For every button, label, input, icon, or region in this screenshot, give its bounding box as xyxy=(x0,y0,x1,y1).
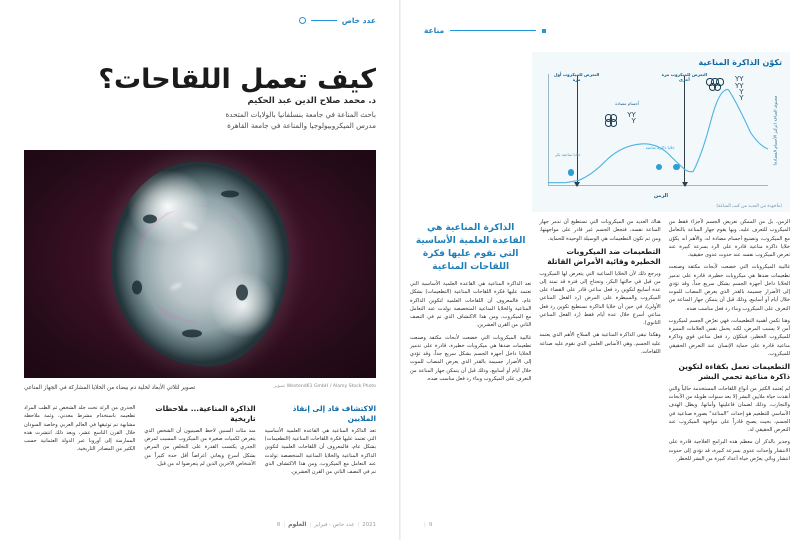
section-heading-discovery: الاكتشاف قاد إلى إنقاذ الملايين xyxy=(292,404,376,423)
footer-divider-2: | xyxy=(309,521,312,528)
page-number-left: 9 xyxy=(428,522,433,528)
article-affiliation xyxy=(26,110,376,132)
white-blood-cell-body xyxy=(111,162,289,367)
left-column-c xyxy=(410,40,531,508)
page-number-right: 8 xyxy=(276,521,281,528)
section-heading-dangerous-microbes: التطعيمات ضد الميكروبات الخطيرة وقائية الأمراض القاتلة xyxy=(547,246,661,266)
section-heading-historical-notes: الذاكرة المناعية... ملاحظات تاريخية xyxy=(155,404,256,423)
chart-source-note: (مأخوذة من العديد من كتب المناعة) xyxy=(716,204,782,209)
right-column-1 xyxy=(265,404,376,508)
photo-caption: تصوير لثلاثي الأبعاد لخلية دم بيضاء من الخلايا المشاركة في الجهاز المناعي xyxy=(24,385,196,391)
footer-divider-1: | xyxy=(357,521,360,528)
chart-title: تكوّن الذاكرة المناعية xyxy=(698,58,782,67)
footer-left xyxy=(424,522,432,528)
chart-event-label-2: التعرض للميكروب مرة أخرى xyxy=(661,72,708,83)
running-head-left-label: مناعة xyxy=(424,26,445,35)
footer-right xyxy=(277,521,376,528)
left-page-columns xyxy=(410,40,790,508)
running-head-left-rule xyxy=(450,30,536,31)
paragraph: ويرجع ذلك لأن الخلايا المناعية التي يتعرض لها الميكروب من قبل في حالتها البكر، وتحتاج إلى فترة قد تمتد إلى عدة أسابيع لتكوين رد فعل مناعي قادر على القضاء على الميكروب والسيطرة على المرض (رد الفعل المناعي الأولي)، في حين أن خلايا الذاكرة تستطيع تكوين رد فعل مناعي أسرع خلال عدة أيام فقط (رد الفعل المناعي الثانوي). xyxy=(539,270,661,327)
footer-magazine-name: العلوم xyxy=(288,521,307,528)
page-title: كيف تعمل اللقاحات؟ xyxy=(98,64,376,96)
right-column-3 xyxy=(24,404,135,508)
lead-photo-white-blood-cell xyxy=(24,150,376,378)
paragraph: منذ مئات السنين لاحظ الصينيون أن الشخص الذي يتعرض لكميات صغيرة من الميكروب المسبب لمرض الجدري يكتسب القدرة على التخلص من المرض بشكل أسرع ويعاني أعراضاً أقل حدة كثيراً من الأشخاص الآخرين الذين لم يتعرضوا له من قبل. xyxy=(144,427,256,467)
left-column-a xyxy=(669,40,790,508)
article-author: د. محمد صلاح الدين عبد الحكيم xyxy=(247,96,376,106)
running-head-right-marker xyxy=(299,17,306,24)
section-heading-vaccines-memory: التطعيمات تعمل بكفاءة لتكوين ذاكرة مناعية تحمي البشر xyxy=(678,362,790,381)
chart-antibody-glyph-2: YY YY Y Y xyxy=(735,75,744,103)
affiliation-line-2: مدرس الميكروبيولوجيا والمناعة في جامعة القاهرة xyxy=(227,120,376,130)
paragraph: وهنا تكمن أهمية التطعيمات، فهي تعرّض الجسم لميكروب آمن لا يسبب المرض، لكنه يحمل نفس العلامات المميزة للميكروب الخطير، فيتكوّن رد فعل مناعي قوي وذاكرة مناعية قادرة على حماية الإنسان عند التعرض الحقيقي للميكروب. xyxy=(668,317,790,357)
paragraph: تعد الذاكرة المناعية هي القاعدة العلمية الأساسية التي تعتمد عليها فكرة اللقاحات المناعية (التطعيمات) بشكل عام، فالمعروف أن اللقاحات العلمية لتكوين الذاكرة المناعية والخلايا المناعية المتخصصة تولدت عند التعامل مع الميكروب، ومن هذا الاكتشاف الذي تم في النصف الثاني من القرن العشرين. xyxy=(264,427,376,476)
photo-credit-text: Westend61 GmbH / Alamy Stock Photo xyxy=(286,384,376,389)
paragraph: غالبية الميكروبات التي خضعت لأبحاث مكثفة وصنعت تطعيمات ضدها هي ميكروبات خطيرة، قادرة على تدمير الخلايا داخل أجهزة الجسم بشكل سريع جداً، وقد تؤدي إلى الأضرار جسيمة بالقدر الذي يعرض المصاب للموت خلال أيام أو أسابيع، وذلك قبل أن يتمكن جهاز المناعة من التعرف على الميكروب وبناء رد فعل مناسب ضده. xyxy=(410,334,532,382)
running-head-left-marker xyxy=(542,29,546,33)
paragraph: الجدري من الرئة تحت جلد الشخص ثم الطب المراد تطعيمه باستخدام مشرط معدني، وثمة ملاحظة مشابهة تم توثيقها في العالم العربي وخاصة السودان خلال القرن التاسع عشر، وبعد ذلك انتشرت هذه الممارسة إلى أوروبا عبر الدولة العثمانية حسب الكثير من المصادر التاريخية. xyxy=(24,405,136,453)
chart-x-axis-label: الزمن xyxy=(653,193,669,199)
photo-credit xyxy=(274,384,376,389)
footer-year: 2021 xyxy=(362,521,376,528)
paragraph: هناك العديد من الميكروبات التي تستطيع أن تدمر جهاز المناعة نفسه، فتجعل الجسم غير قادر على مواجهتها، ومن ثم تكون التطعيمات هي الوسيلة الوحيدة للحماية. xyxy=(539,219,661,242)
paragraph: وهكذا تبقى الذاكرة المناعية هي السلاح الأهم الذي يعتمد عليه الجسم، وهي الأساس العلمي الذي تقوم عليه صناعة اللقاحات. xyxy=(539,332,661,355)
footer-divider: | xyxy=(424,522,426,528)
left-column-b xyxy=(539,40,660,508)
pull-quote: الذاكرة المناعية هي القاعدة العلمية الأساسية التي تقوم عليها فكرة اللقاحات المناعية xyxy=(415,223,526,273)
photo-credit-label: تصوير xyxy=(273,384,286,389)
chart-memory-cell-label: خلايا ذاكرة مناعية xyxy=(645,144,675,150)
right-page-columns xyxy=(24,404,376,508)
chart-y-axis-label: مستوى المناعة (تركيز الأجسام المضادة) xyxy=(772,94,778,166)
running-head-right-label: عدد خاص xyxy=(341,15,376,25)
chart-antibody-label: أجسام مضادة xyxy=(615,100,640,106)
footer-divider-3: | xyxy=(283,521,286,528)
affiliation-line-1: باحث المناعة في جامعة بنسلفانيا بالولايات المتحدة xyxy=(225,110,376,119)
footer-issue: عدد خاص - فبراير xyxy=(314,521,355,528)
chart-naive-cell-label: خلايا مناعية بكر xyxy=(555,152,581,158)
left-page xyxy=(400,0,800,540)
chart-event-label-1: التعرض للميكروب أول مرة xyxy=(553,72,600,83)
paragraph: غالبية الميكروبات التي خضعت لأبحاث مكثفة وصنعت تطعيمات ضدها هي ميكروبات خطيرة، قادرة على تدمير الخلايا داخل أجهزة الجسم بشكل سريع جداً، وقد تؤدي إلى الأضرار جسيمة بالقدر الذي يعرض المصاب للموت خلال أيام أو أسابيع، وذلك قبل أن يتمكن جهاز المناعة من التعرف على الميكروب وبناء رد فعل مناسب ضده. xyxy=(668,264,790,312)
paragraph: وجدير بالذكر أن معظم هذه البرامج العلاجية قادرة على الانتشار وإحداث عدوى بسرعة كبيرة، قد تؤدي إلى حدوث انتشار وبائي يعرّض حياة أعداد كبيرة من البشر للخطر. xyxy=(668,439,790,462)
paragraph: الزمن، بل من الممكن تعريض الجسم لأجزاء فقط من الميكروب للتعرف عليه، وبها يقوم جهاز المناعة بالتعامل مع الميكروب، وتصنيع أجسام مضادة له، والأهم أنه يكوّن خلايا ذاكرة مناعية قادرة على الرد بسرعة كبيرة عند تعرض الميكروب نفسه عند حدوث عدوى حقيقية. xyxy=(668,219,790,258)
paragraph: لم يُعتمد الكثير من أنواع اللقاحات المستخدمة حالياً والتي أنقذت حياة ملايين البشر إلا بعد سنوات طويلة من الأبحاث والتجارب، وذلك لضمان فاعليتها وأمانها، ويظل الهدف الأساسي للتطعيم هو إحداث "المناعة" بصورة صناعية في الجسم، بحيث يصبح قادراً على مواجهة الميكروب عند التعرض الحقيقي له. xyxy=(668,385,790,434)
running-head-right-rule xyxy=(311,20,337,21)
right-column-2 xyxy=(144,404,255,508)
running-head-right xyxy=(299,12,376,28)
paragraph: تعد الذاكرة المناعية هي القاعدة العلمية الأساسية التي تعتمد عليها فكرة اللقاحات المناعية (التطعيمات) بشكل عام، فالمعروف أن اللقاحات العلمية لتكوين الذاكرة المناعية والخلايا المناعية المتخصصة تولدت عند التعامل مع الميكروب، ومن هذا الاكتشاف الذي تم في النصف الثاني من القرن العشرين. xyxy=(410,281,532,329)
photo-caption-row xyxy=(24,384,376,392)
chart-antibody-glyph-1: YY Y xyxy=(627,111,636,126)
